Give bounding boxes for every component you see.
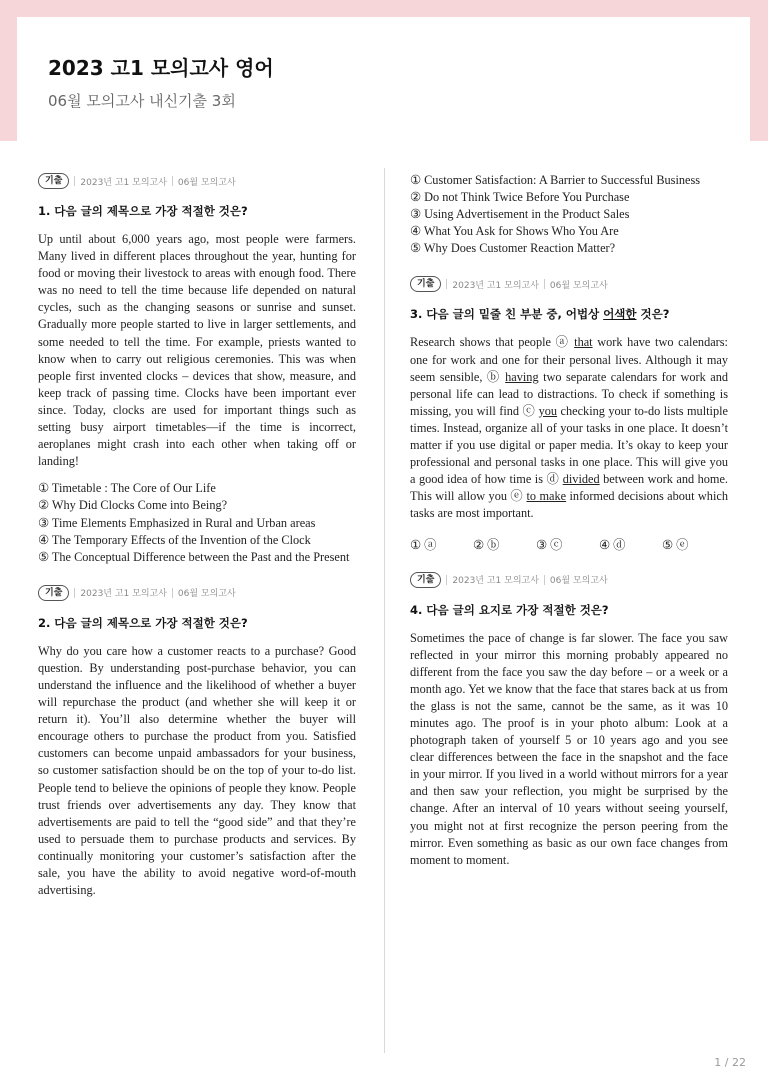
question-passage: Sometimes the pace of change is far slower. The face you saw reflected in your mirror this morning probably appeared no different from the face you saw the day before – or a week or a month ago. Yet we know that the face that stares back at us from the glass is not the same, cannot be the same, as it was 10 minutes ago. The proof is in your photo album: Look at a photograph taken of yourself 5 or 10 years ago and you see clear differences between the face in the snapshot and the face in your mirror. If you lived in a world without mirrors for a year and then saw your reflection, you might be surprised by the change. After an interval of 10 years without seeing yourself, you might not at first recognize the person peering from the mirror. Even something as basic as our own face changes from moment to moment. bbox=[410, 630, 728, 867]
choice-marker: ⓔ bbox=[510, 489, 524, 504]
page-title: 2023 고1 모의고사 영어 bbox=[48, 56, 274, 80]
answer-choice[interactable]: ③ Using Advertisement in the Product Sales bbox=[410, 207, 630, 222]
underlined-part: that bbox=[574, 335, 593, 350]
source-badge: 기출 bbox=[410, 276, 441, 292]
right-column bbox=[410, 172, 728, 869]
question-title-text: 것은? bbox=[636, 307, 670, 322]
answer-choice[interactable]: ② Do not Think Twice Before You Purchase bbox=[410, 190, 630, 205]
passage-text: checking your to-do lists multiple times. Instead, organize all of your tasks in one place. It doesn’t matter if you use digital or paper media. It’s okay to keep your professional and personal tasks in one place. This will give you a good idea of how time is bbox=[410, 403, 728, 487]
source-month: 06월 모의고사 bbox=[177, 177, 236, 188]
source-badge: 기출 bbox=[38, 585, 69, 601]
answer-choices bbox=[410, 172, 728, 257]
question-source bbox=[38, 172, 356, 190]
question-title-emphasis: 어색한 bbox=[603, 307, 637, 322]
answer-choice[interactable]: ① ⓐ bbox=[410, 537, 437, 552]
question-3 bbox=[410, 275, 728, 552]
answer-choice[interactable]: ④ The Temporary Effects of the Invention of the Clock bbox=[38, 532, 311, 547]
question-source bbox=[410, 275, 728, 293]
question-source bbox=[410, 571, 728, 589]
source-year: 2023년 고1 모의고사 bbox=[80, 177, 167, 188]
question-title: 4. 다음 글의 요지로 가장 적절한 것은? bbox=[410, 602, 609, 617]
source-year: 2023년 고1 모의고사 bbox=[452, 280, 539, 291]
answer-choice[interactable]: ① Timetable : The Core of Our Life bbox=[38, 481, 216, 496]
source-year: 2023년 고1 모의고사 bbox=[452, 576, 539, 586]
column-divider bbox=[384, 168, 385, 1053]
source-year: 2023년 고1 모의고사 bbox=[80, 589, 167, 600]
underlined-part: having bbox=[505, 369, 539, 384]
question-title-text: 3. 다음 글의 밑줄 친 부분 중, 어법상 bbox=[410, 307, 604, 322]
question-title: 1. 다음 글의 제목으로 가장 적절한 것은? bbox=[38, 204, 248, 218]
choice-marker: ⓒ bbox=[522, 403, 536, 418]
passage-text: informed decisions about which tasks are most important. bbox=[410, 489, 728, 521]
source-month: 06월 모의고사 bbox=[549, 576, 608, 586]
answer-choice[interactable]: ③ ⓒ bbox=[536, 537, 563, 552]
choice-marker: ⓑ bbox=[486, 369, 501, 384]
passage-text: Research shows that people bbox=[410, 335, 556, 350]
separator bbox=[172, 176, 173, 186]
choice-marker: ⓐ bbox=[555, 335, 570, 350]
separator bbox=[544, 279, 545, 289]
separator bbox=[446, 279, 447, 289]
underlined-part: to make bbox=[526, 489, 567, 504]
underlined-part: you bbox=[538, 403, 558, 418]
passage-text: two separate calendars for work and personal life can lead to distractions. To check if something is missing, you will find bbox=[410, 369, 728, 418]
question-title: 2. 다음 글의 제목으로 가장 적절한 것은? bbox=[38, 615, 248, 630]
choice-marker: ⓓ bbox=[546, 472, 560, 487]
answer-choice[interactable]: ⑤ ⓔ bbox=[662, 537, 689, 552]
page-subtitle: 06월 모의고사 내신기출 3회 bbox=[48, 92, 236, 110]
answer-choices bbox=[410, 535, 728, 553]
separator bbox=[446, 575, 447, 585]
left-column bbox=[38, 172, 356, 899]
answer-choice[interactable]: ④ What You Ask for Shows Who You Are bbox=[410, 224, 619, 239]
answer-choice[interactable]: ③ Time Elements Emphasized in Rural and Urban areas bbox=[38, 515, 316, 530]
answer-choices bbox=[38, 480, 356, 565]
source-month: 06월 모의고사 bbox=[177, 589, 236, 600]
separator bbox=[544, 575, 545, 585]
separator bbox=[172, 588, 173, 598]
source-badge: 기출 bbox=[38, 173, 69, 189]
question-passage: Up until about 6,000 years ago, most people were farmers. Many lived in different places throughout the year, hunting for food or moving their livestock to areas with enough food. There was no need to tell the time because life depended on natural cycles, such as the changing seasons or sunrise and sunset. Gradually more people started to live in larger settlements, and some needed to tell the time. For example, priests wanted to know when to carry out religious ceremonies. This was when people first invented clocks – devices that show, measure, and keep track of passing time. Clocks have been important ever since. Today, clocks are used for important things such as setting busy airport timetables—if the time is incorrect, aeroplanes might crash into each other when taking off or landing! bbox=[38, 232, 356, 469]
passage-text: work have two calendars: one for work and one for their personal lives. Although it may seem sensible, bbox=[410, 335, 728, 384]
answer-choice[interactable]: ① Customer Satisfaction: A Barrier to Successful Business bbox=[410, 173, 701, 187]
question-source bbox=[38, 584, 356, 602]
separator bbox=[74, 588, 75, 598]
question-passage: Why do you care how a customer reacts to a purchase? Good question. By understanding post-purchase behavior, you can understand the influence and the likelihood of whether a buyer will repurchase the product (and whether she will keep it or return it). You’ll also determine whether the buyer will encourage others to purchase the product from you. Satisfied customers can become unpaid ambassadors for your business, so customer satisfaction should be on the top of your to-do list. People tend to believe the opinions of people they know. People trust friends over advertisements any day. They know that advertisements are paid to tell the “good side” and that they’re used to persuade them to purchase products and services. By continually monitoring your customer’s satisfaction after the sale, you have the ability to avoid negative word-of-mouth advertising. bbox=[38, 643, 356, 898]
answer-choice[interactable]: ⑤ The Conceptual Difference between the Past and the Present bbox=[38, 549, 350, 564]
passage-text: between work and home. This will allow you bbox=[410, 472, 729, 504]
question-1 bbox=[38, 172, 356, 566]
question-passage bbox=[410, 334, 728, 522]
separator bbox=[74, 176, 75, 186]
question-2 bbox=[38, 584, 356, 899]
question-title bbox=[410, 306, 728, 322]
source-badge: 기출 bbox=[410, 572, 441, 588]
question-4 bbox=[410, 571, 728, 869]
answer-choice[interactable]: ② Why Did Clocks Come into Being? bbox=[38, 498, 228, 513]
source-month: 06월 모의고사 bbox=[549, 280, 608, 291]
page-number: 1 / 22 bbox=[714, 1056, 746, 1069]
underlined-part: divided bbox=[562, 472, 600, 487]
answer-choice[interactable]: ⑤ Why Does Customer Reaction Matter? bbox=[410, 241, 616, 256]
answer-choice[interactable]: ② ⓑ bbox=[473, 537, 500, 552]
answer-choice[interactable]: ④ ⓓ bbox=[599, 537, 626, 552]
